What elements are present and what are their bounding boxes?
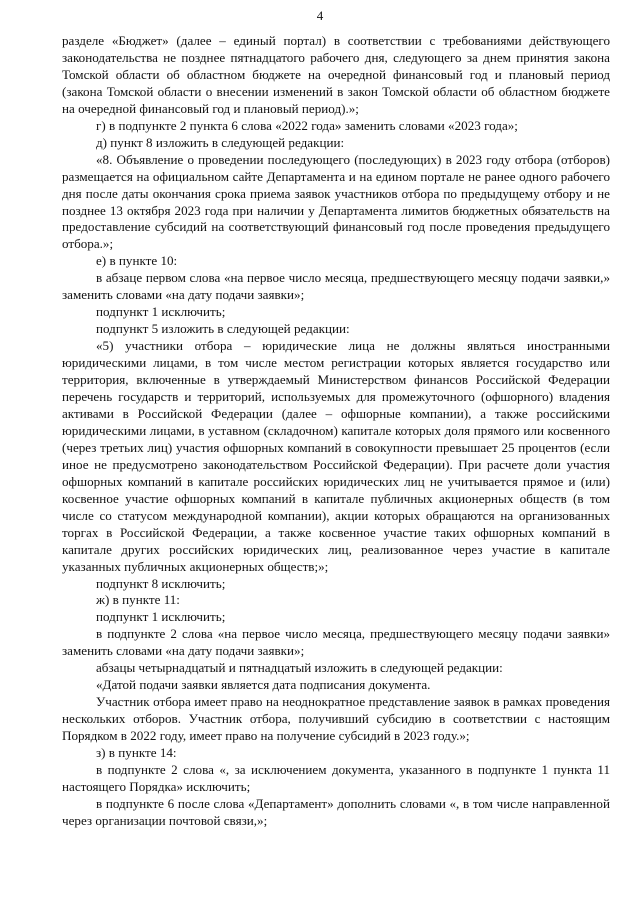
paragraph: подпункт 1 исключить; bbox=[96, 609, 226, 625]
paragraph: в подпункте 2 слова «на первое число месяца, предшествующего месяцу подачи заявки» заменить словами «на дату подачи заявки»; bbox=[62, 626, 610, 659]
paragraph: «5) участники отбора – юридические лица не должны являться иностранными юридическими лицами, в том числе местом регистрации которых является государство или территория, включенные в утверждаемый Министерством финансов Российской Федерации перечень государств и территорий, используемых для промежуточного (офшорного) владения активами в Российской Федерации (далее – офшорные компании), а также российскими юридическими лицами, в уставном (складочном) капитале которых доля прямого или косвенного (через третьих лиц) участия офшорных компаний в совокупности превышает 25 процентов (если иное не предусмотрено законодательством Российской Федерации). При расчете доли участия офшорных компаний в капитале российских юридических лиц не учитывается прямое и (или) косвенное участие офшорных компаний в капитале публичных акционерных обществ (в том числе со статусом международной компании), акции которых обращаются на организованных торгах в Российской Федерации, а также косвенное участие таких офшорных компаний в капитале других российских юридических лиц, реализованное через участие в капитале указанных публичных акционерных обществ;»; bbox=[62, 338, 610, 574]
paragraph: е) в пункте 10: bbox=[96, 253, 178, 269]
paragraph: в подпункте 6 после слова «Департамент» дополнить словами «, в том числе направленной через организации почтовой связи,»; bbox=[62, 795, 610, 828]
paragraph: з) в пункте 14: bbox=[96, 745, 177, 761]
paragraph: д) пункт 8 изложить в следующей редакции: bbox=[96, 134, 345, 150]
document-body bbox=[62, 33, 610, 830]
paragraph: «Датой подачи заявки является дата подписания документа. bbox=[96, 677, 431, 693]
paragraph: в подпункте 2 слова «, за исключением документа, указанного в подпункте 1 пункта 11 настоящего Порядка» исключить; bbox=[62, 761, 610, 794]
paragraph: «8. Объявление о проведении последующего (последующих) в 2023 году отбора (отборов) размещается на официальном сайте Департамента и на едином портале не ранее одного рабочего дня после даты окончания срока приема заявок участников отбора по предыдущему отбору и не позднее 13 октября 2023 года при наличии у Департамента лимитов бюджетных обязательств на предоставление субсидий на соответствующий финансовый год после проведения предыдущего отбора.»; bbox=[62, 151, 610, 252]
paragraph: в абзаце первом слова «на первое число месяца, предшествующего месяцу подачи заявки,» заменить словами «на дату подачи заявки»; bbox=[62, 270, 610, 303]
paragraph: подпункт 8 исключить; bbox=[96, 575, 226, 591]
paragraph: подпункт 5 изложить в следующей редакции: bbox=[96, 321, 350, 337]
paragraph: подпункт 1 исключить; bbox=[96, 304, 226, 320]
paragraph: разделе «Бюджет» (далее – единый портал) в соответствии с требованиями действующего законодательства не позднее пятнадцатого рабочего дня, следующего за днем принятия закона Томской области об областном бюджете на очередной финансовый год и плановый период (закона Томской области о внесении изменений в закон Томской области об областном бюджете на очередной финансовый год и плановый период).»; bbox=[62, 33, 610, 116]
paragraph: г) в подпункте 2 пункта 6 слова «2022 года» заменить словами «2023 года»; bbox=[96, 117, 518, 133]
page-number: 4 bbox=[316, 8, 324, 23]
paragraph: Участник отбора имеет право на неоднократное представление заявок в рамках проведения нескольких отборов. Участник отбора, получивший субсидию в соответствии с настоящим Порядком в 2022 году, имеет право на получение субсидий в 2023 году.»; bbox=[62, 694, 610, 744]
paragraph: абзацы четырнадцатый и пятнадцатый изложить в следующей редакции: bbox=[96, 660, 503, 676]
paragraph: ж) в пункте 11: bbox=[96, 592, 180, 608]
